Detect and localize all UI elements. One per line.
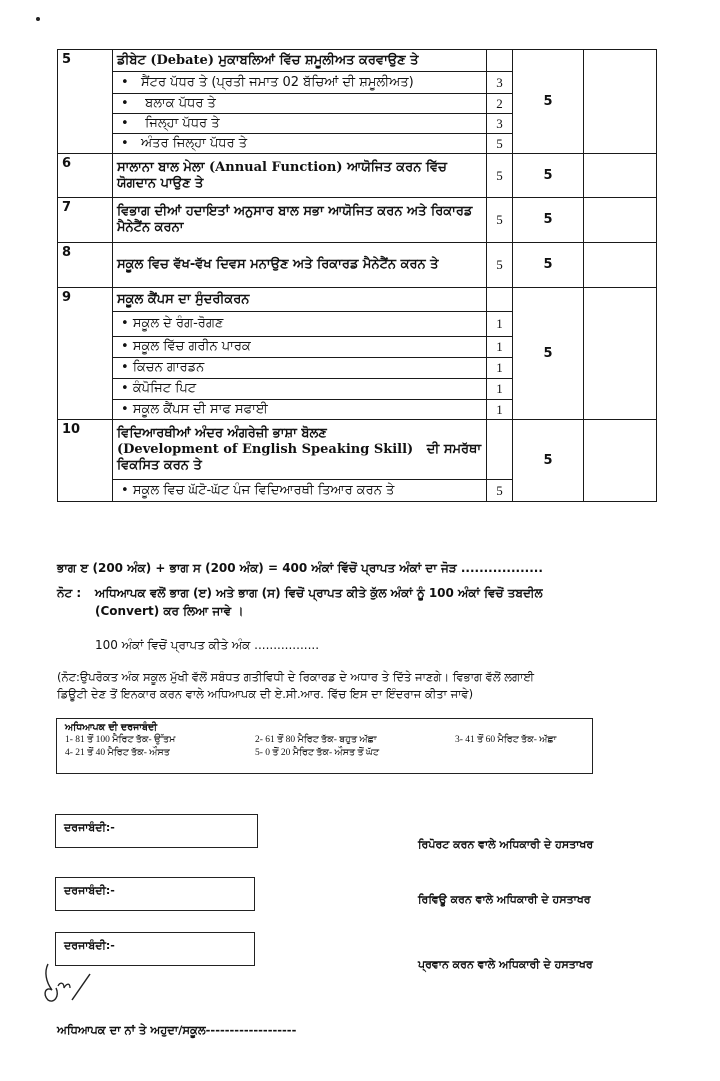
grade-item: 3- 41 ਤੋਂ 60 ਮੈਰਿਟ ਤੱਕ- ਅੱਛਾ — [455, 735, 557, 745]
blank-cell — [584, 288, 657, 420]
grade-item: 5- 0 ਤੋਂ 20 ਮੈਰਿਟ ਤੱਕ- ਔਸਤ ਤੋਂ ਘੱਟ — [255, 748, 380, 758]
table-row — [58, 243, 657, 288]
grade-field-reviewing[interactable]: ਦਰਜਾਬੰਦੀ:- — [55, 877, 255, 911]
grading-scale-box — [56, 718, 593, 774]
total-marks-line: ਭਾਗ ੲ (200 ਅੰਕ) + ਭਾਗ ਸ (200 ਅੰਕ) = 400 ਅੰਕਾਂ ਵਿੱਚੋਂ ਪ੍ਰਾਪਤ ਅੰਕਾਂ ਦਾ ਜੋੜ .................. — [57, 561, 543, 575]
sub-item: • ਜਿਲ੍ਹਾ ਪੱਧਰ ਤੇ — [113, 114, 487, 134]
table-row — [58, 288, 657, 312]
note-text: ਅਧਿਆਪਕ ਵਲੋਂ ਭਾਗ (ੲ) ਅਤੇ ਭਾਗ (ਸ) ਵਿਚੋਂ ਪ੍ਰਾਪਤ ਕੀਤੇ ਕੁੱਲ ਅੰਕਾਂ ਨੂੰ 100 ਅੰਕਾਂ ਵਿਚੋਂ ਤਬਦੀਲ — [95, 586, 543, 600]
row-title: ਵਿਦਿਆਰਥੀਆਂ ਅੰਦਰ ਅੰਗਰੇਜ਼ੀ ਭਾਸ਼ਾ ਬੋਲਣ (Development of English Speaking Skill) ਦੀ ਸਮਰੱਥਾ ਵਿਕਸਿਤ ਕਰਨ ਤੇ — [113, 420, 487, 480]
sub-item: • ਸੈਂਟਰ ਪੱਧਰ ਤੇ (ਪ੍ਰਤੀ ਜਮਾਤ 02 ਬੱਚਿਆਂ ਦੀ ਸ਼ਮੂਲੀਅਤ) — [113, 72, 487, 94]
reporting-officer-signature-label: ਰਿਪੋਰਟ ਕਰਨ ਵਾਲੇ ਅਧਿਕਾਰੀ ਦੇ ਹਸਤਾਖਰ — [418, 838, 594, 851]
serial-number: 5 — [58, 50, 113, 154]
grade-item: 2- 61 ਤੋਂ 80 ਮੈਰਿਟ ਤੱਕ- ਬਹੁਤ ਅੱਛਾ — [255, 735, 377, 745]
grade-item: 1- 81 ਤੋਂ 100 ਮੈਰਿਟ ਤੱਕ- ਉੱਤਮ — [65, 735, 176, 745]
blank-cell — [584, 50, 657, 154]
teacher-name-designation-line: ਅਧਿਆਪਕ ਦਾ ਨਾਂ ਤੇ ਅਹੁਦਾ/ਸਕੂਲ------------------- — [57, 1023, 297, 1037]
sub-points: 1 — [487, 337, 513, 358]
row-total: 5 — [513, 154, 584, 198]
sub-item: • ਅੰਤਰ ਜਿਲ੍ਹਾ ਪੱਧਰ ਤੇ — [113, 134, 487, 154]
grade-field-accepting[interactable]: ਦਰਜਾਬੰਦੀ:- — [55, 932, 255, 966]
sub-points: 1 — [487, 358, 513, 379]
blank-cell — [584, 243, 657, 288]
serial-number: 8 — [58, 243, 113, 288]
table-row — [58, 50, 657, 72]
grade-item: 4- 21 ਤੋਂ 40 ਮੈਰਿਟ ਤੱਕ- ਔਸਤ — [65, 748, 170, 758]
scan-speck — [36, 17, 40, 21]
row-total: 5 — [513, 288, 584, 420]
row-title: ਸਾਲਾਨਾ ਬਾਲ ਮੇਲਾ (Annual Function) ਆਯੋਜਿਤ ਕਰਨ ਵਿੱਚ ਯੋਗਦਾਨ ਪਾਉਣ ਤੇ — [113, 154, 487, 198]
table-row — [58, 154, 657, 198]
serial-number: 7 — [58, 198, 113, 243]
sub-item: • ਕਿਚਨ ਗਾਰਡਨ — [113, 358, 487, 379]
table-row — [58, 420, 657, 480]
reviewing-officer-signature-label: ਰਿਵਿਊ ਕਰਨ ਵਾਲੇ ਅਧਿਕਾਰੀ ਦੇ ਹਸਤਾਖਰ — [418, 893, 591, 906]
row-title: ਵਿਭਾਗ ਦੀਆਂ ਹਦਾਇਤਾਂ ਅਨੁਸਾਰ ਬਾਲ ਸਭਾ ਆਯੋਜਿਤ ਕਰਨ ਅਤੇ ਰਿਕਾਰਡ ਮੈਨੇਟੈਂਨ ਕਰਨਾ — [113, 198, 487, 243]
sub-points: 1 — [487, 400, 513, 420]
row-points: 5 — [487, 154, 513, 198]
blank-cell — [584, 198, 657, 243]
row-title: ਸਕੂਲ ਕੈਂਪਸ ਦਾ ਸੁੰਦਰੀਕਰਨ — [113, 288, 487, 312]
sub-points: 1 — [487, 379, 513, 400]
handwritten-signature — [42, 960, 102, 1008]
sub-item: • ਕੰਪੋਜਿਟ ਪਿਟ — [113, 379, 487, 400]
sub-item: • ਸਕੂਲ ਦੇ ਰੰਗ-ਰੋਗਣ — [113, 312, 487, 337]
serial-number: 9 — [58, 288, 113, 420]
sub-points: 2 — [487, 94, 513, 114]
sub-item: • ਸਕੂਲ ਵਿੱਚ ਗਰੀਨ ਪਾਰਕ — [113, 337, 487, 358]
grading-title: ਅਧਿਆਪਕ ਦੀ ਦਰਜਾਬੰਦੀ — [65, 722, 158, 733]
sub-item: • ਸਕੂਲ ਵਿਚ ਘੱਟੋ-ਘੱਟ ਪੰਜ ਵਿਦਿਆਰਥੀ ਤਿਆਰ ਕਰਨ ਤੇ — [113, 480, 487, 502]
sub-points: 3 — [487, 114, 513, 134]
note2-line2: ਡਿਊਟੀ ਦੇਣ ਤੋਂ ਇਨਕਾਰ ਕਰਨ ਵਾਲੇ ਅਧਿਆਪਕ ਦੀ ਏ.ਸੀ.ਆਰ. ਵਿੱਚ ਇਸ ਦਾ ਇੰਦਰਾਜ ਕੀਤਾ ਜਾਵੇ) — [57, 687, 474, 701]
grade-field-reporting[interactable]: ਦਰਜਾਬੰਦੀ:- — [55, 814, 258, 848]
sub-points: 5 — [487, 480, 513, 502]
hundred-marks-line: 100 ਅੰਕਾਂ ਵਿਚੋਂ ਪ੍ਰਾਪਤ ਕੀਤੇ ਅੰਕ ................. — [95, 638, 320, 652]
serial-number: 10 — [58, 420, 113, 502]
row-total: 5 — [513, 50, 584, 154]
row-total: 5 — [513, 420, 584, 502]
row-title: ਡੀਬੇਟ (Debate) ਮੁਕਾਬਲਿਆਂ ਵਿੱਚ ਸ਼ਮੂਲੀਅਤ ਕਰਵਾਉਣ ਤੇ — [113, 50, 487, 72]
table-row — [58, 198, 657, 243]
row-title: ਸਕੂਲ ਵਿਚ ਵੱਖ-ਵੱਖ ਦਿਵਸ ਮਨਾਉਣ ਅਤੇ ਰਿਕਾਰਡ ਮੈਨੇਟੈਂਨ ਕਰਨ ਤੇ — [113, 243, 487, 288]
blank-cell — [584, 154, 657, 198]
sub-points: 3 — [487, 72, 513, 94]
row-total: 5 — [513, 243, 584, 288]
blank-cell — [584, 420, 657, 502]
sub-points: 5 — [487, 134, 513, 154]
accepting-officer-signature-label: ਪ੍ਰਵਾਨ ਕਰਨ ਵਾਲੇ ਅਧਿਕਾਰੀ ਦੇ ਹਸਤਾਖਰ — [418, 958, 593, 971]
marks-table — [57, 49, 657, 502]
note-text-convert: (Convert) ਕਰ ਲਿਆ ਜਾਵੇ । — [95, 604, 244, 618]
sub-item: • ਬਲਾਕ ਪੱਧਰ ਤੇ — [113, 94, 487, 114]
serial-number: 6 — [58, 154, 113, 198]
row-points: 5 — [487, 243, 513, 288]
note2-line1: (ਨੋਟ:ਉਪਰੋਕਤ ਅੰਕ ਸਕੂਲ ਮੁੱਖੀ ਵੱਲੋਂ ਸਬੰਧਤ ਗਤੀਵਿਧੀ ਦੇ ਰਿਕਾਰਡ ਦੇ ਅਧਾਰ ਤੇ ਦਿੱਤੇ ਜਾਣਗੇ। ਵਿਭਾਗ ਵੱਲੋਂ ਲਗਾਈ — [57, 670, 535, 684]
sub-points: 1 — [487, 312, 513, 337]
note-label: ਨੋਟ : — [57, 586, 82, 600]
sub-item: • ਸਕੂਲ ਕੈਂਪਸ ਦੀ ਸਾਫ ਸਫਾਈ — [113, 400, 487, 420]
row-total: 5 — [513, 198, 584, 243]
row-points: 5 — [487, 198, 513, 243]
